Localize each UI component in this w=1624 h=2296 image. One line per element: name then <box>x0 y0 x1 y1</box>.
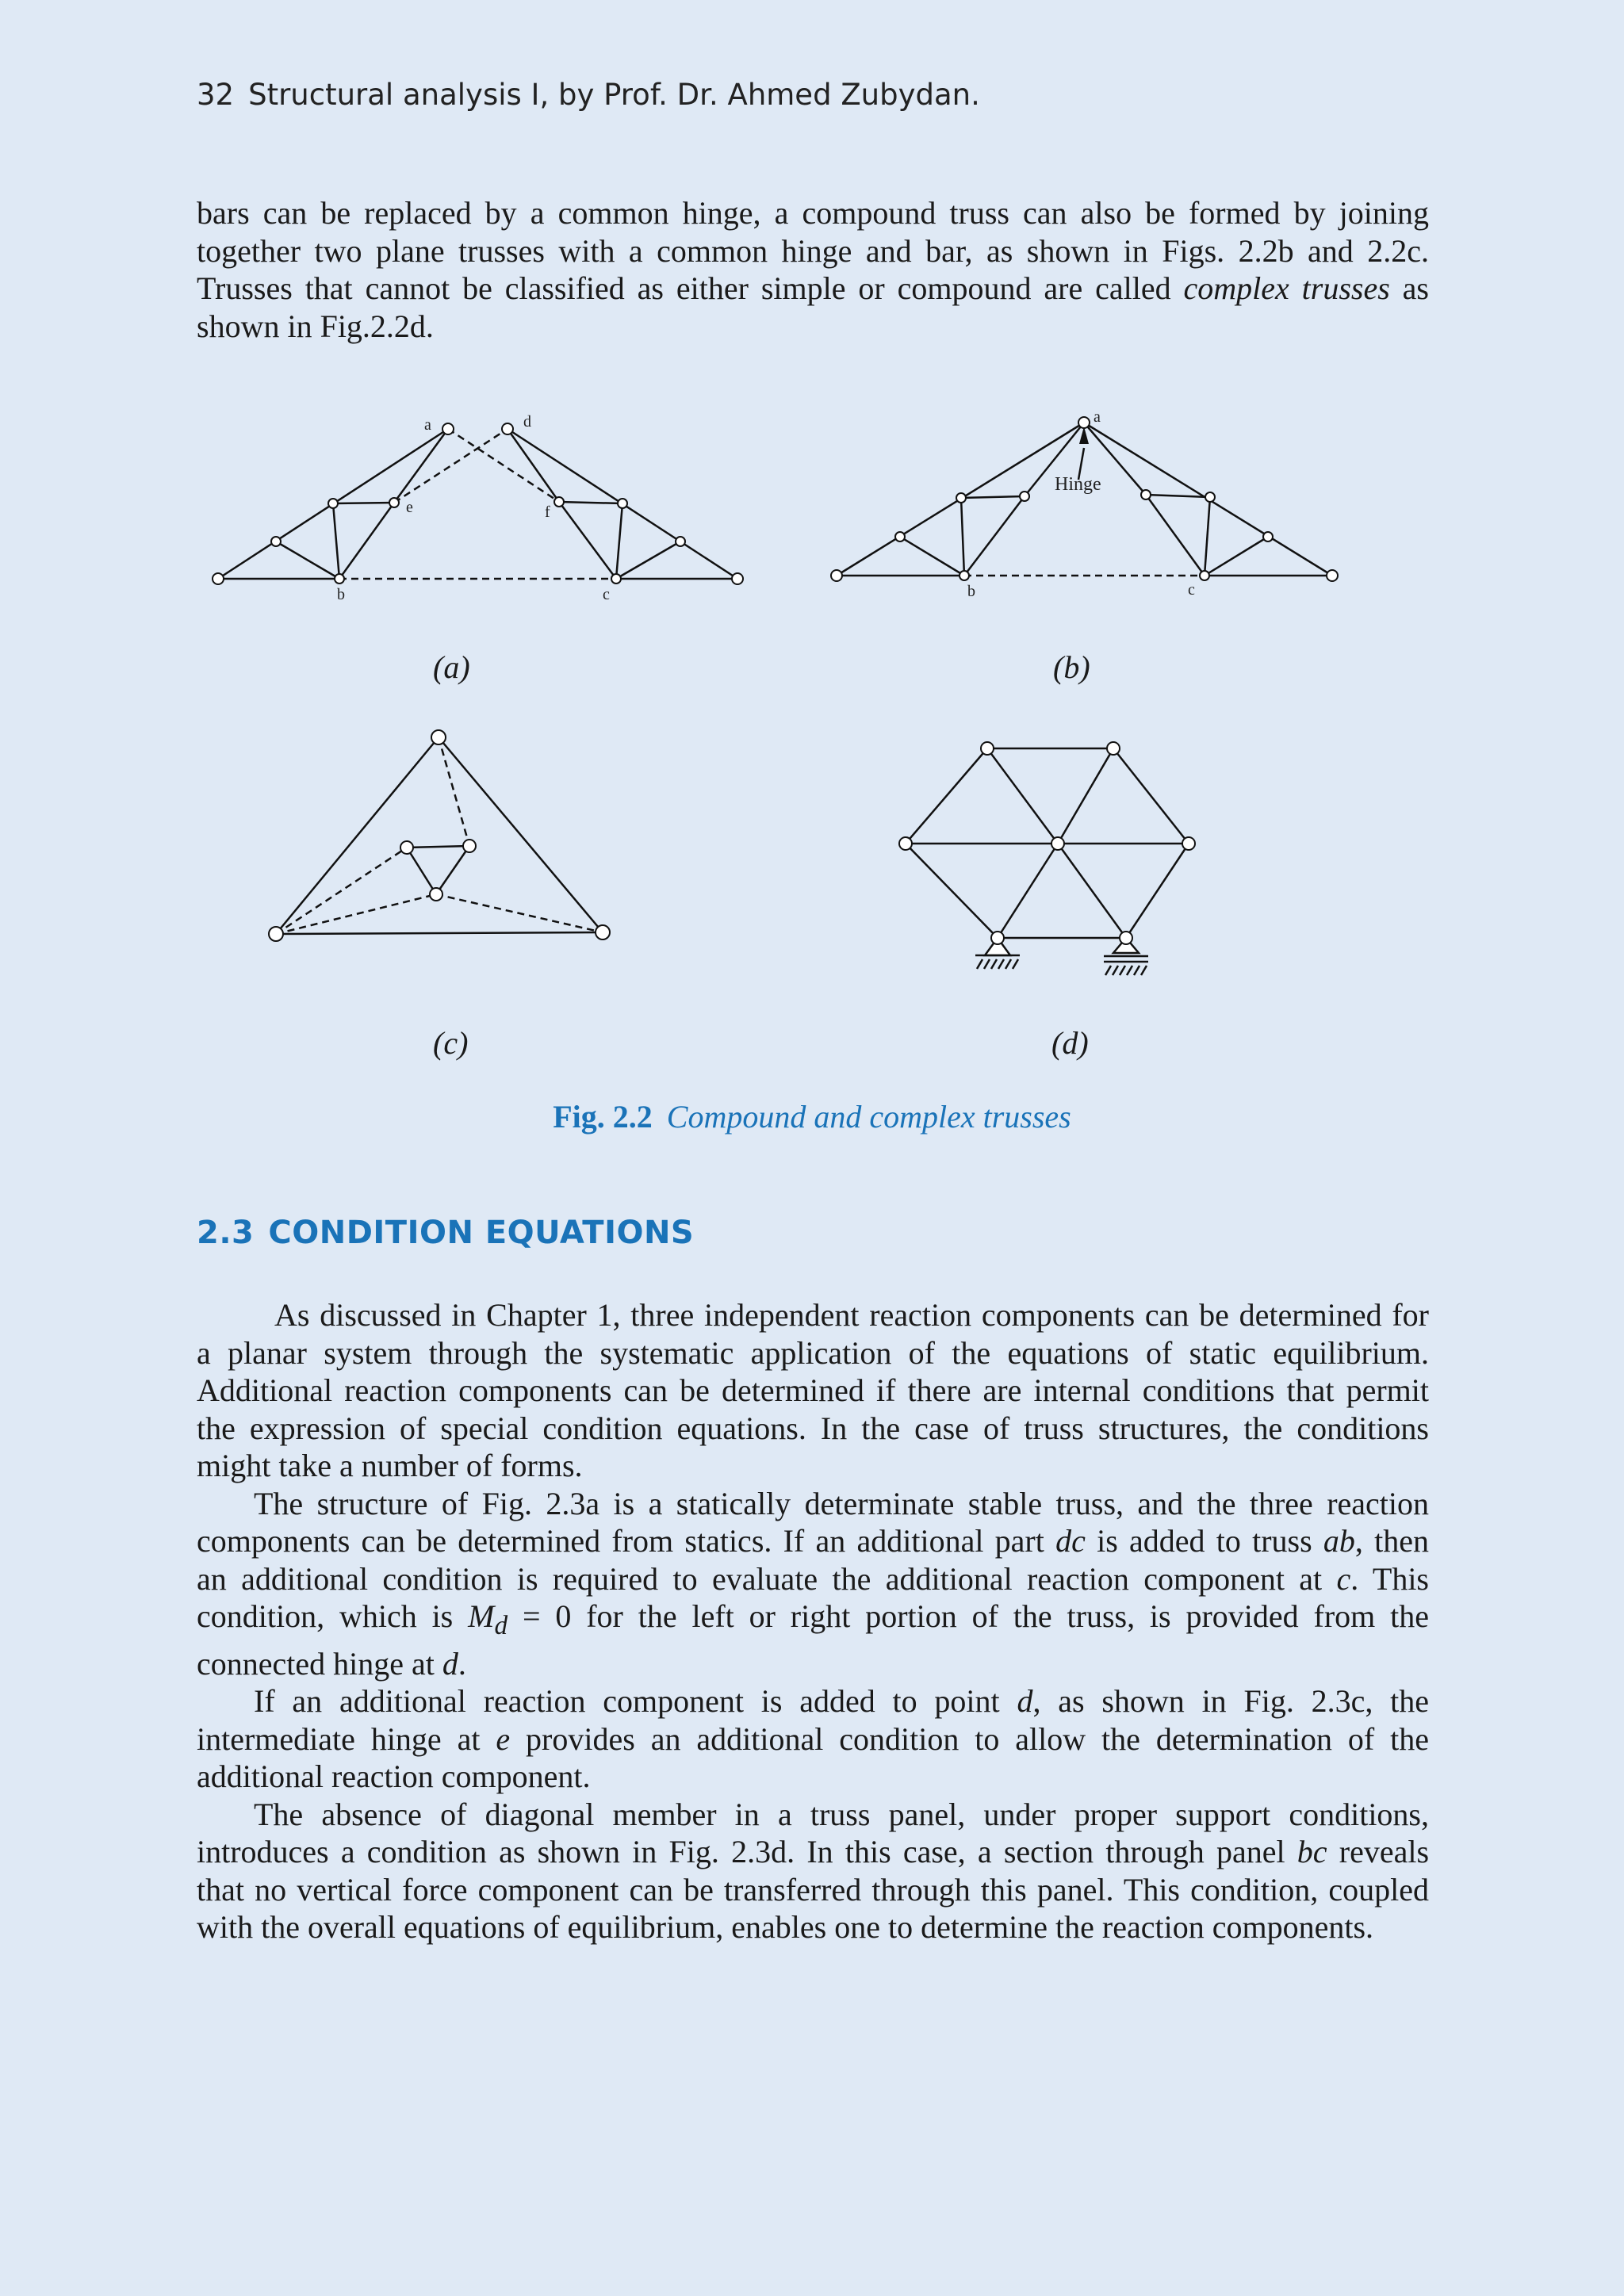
text-line: intermediate hinge at e provides an additional condition to allow the determination of the <box>197 1720 1429 1757</box>
figure-a-truss <box>198 404 753 618</box>
text-line: the expression of special condition equations. In the case of truss structures, the conditions <box>197 1410 1429 1446</box>
figure-a-label: (a) <box>433 649 470 685</box>
section-title: CONDITION EQUATIONS <box>268 1215 695 1251</box>
text-line: additional reaction component. <box>197 1758 591 1794</box>
text-line: condition, which is $M_d = 0$ for the left or right portion of the truss, is provided from the <box>197 1598 1429 1640</box>
page-number: 32 <box>197 78 235 112</box>
text-line: that no vertical force component can be transferred through this panel. This condition, coupled <box>197 1871 1429 1908</box>
figure-c-label: (c) <box>433 1025 469 1061</box>
text-line: Trusses that cannot be classified as either simple or compound are called complex trusses as <box>197 270 1429 306</box>
figure-b-label: (b) <box>1053 649 1090 685</box>
hinge-label: Hinge <box>1055 474 1101 495</box>
node-label-c: c <box>603 586 610 603</box>
text-line: shown in Fig.2.2d. <box>197 308 434 344</box>
node-label-b: b <box>967 583 975 600</box>
caption-text: Compound and complex trusses <box>666 1099 1071 1135</box>
node-label-b: b <box>337 586 345 603</box>
text-line: components can be determined from statics. If an additional part dc is added to truss ab, then <box>197 1523 1429 1559</box>
figure-b-truss <box>817 404 1372 618</box>
text-line: an additional condition is required to evaluate the additional reaction component at c. This <box>197 1560 1430 1597</box>
text-line: connected hinge at d. <box>197 1645 466 1682</box>
text-line: The absence of diagonal member in a truss panel, under proper support conditions, <box>254 1796 1429 1832</box>
body-text <box>197 1296 1429 1946</box>
text-line: bars can be replaced by a common hinge, a compound truss can also be formed by joining <box>197 195 1429 231</box>
running-title: Structural analysis I, by Prof. Dr. Ahmed Zubydan. <box>248 78 980 112</box>
node-label-f: f <box>545 503 550 521</box>
section-heading <box>197 1215 694 1251</box>
text-line: might take a number of forms. <box>197 1448 583 1483</box>
text-line: a planar system through the systematic application of the equations of static equilibrium. <box>197 1334 1429 1371</box>
figure-d-label: (d) <box>1051 1025 1089 1061</box>
text-line: Additional reaction components can be determined if there are internal conditions that permit <box>197 1372 1429 1408</box>
text-line: introduces a condition as shown in Fig. 2.3d. In this case, a section through panel bc reveals <box>197 1834 1430 1869</box>
node-label-a: a <box>424 416 431 434</box>
page-header <box>197 78 980 112</box>
intro-paragraph <box>197 194 1429 345</box>
node-label-d: d <box>523 413 531 430</box>
text-line: together two plane trusses with a common hinge and bar, as shown in Figs. 2.2b and 2.2c. <box>197 232 1429 269</box>
figure-caption <box>0 1098 1624 1135</box>
emphasis: complex trusses <box>1183 270 1390 306</box>
figure-c-truss <box>254 721 634 943</box>
text-line: The structure of Fig. 2.3a is a statically determinate stable truss, and the three reaction <box>254 1485 1429 1521</box>
node-label-c: c <box>1188 581 1195 599</box>
section-number: 2.3 <box>197 1215 255 1251</box>
figure-d-truss <box>888 729 1205 991</box>
text-line: As discussed in Chapter 1, three independent reaction components can be determined for <box>274 1297 1429 1333</box>
caption-number: Fig. 2.2 <box>553 1099 653 1135</box>
text-line: If an additional reaction component is added to point d, as shown in Fig. 2.3c, the <box>254 1683 1429 1719</box>
text-line: with the overall equations of equilibrium, enables one to determine the reaction components. <box>197 1909 1374 1945</box>
node-label-a: a <box>1094 408 1101 426</box>
node-label-e: e <box>406 499 413 516</box>
